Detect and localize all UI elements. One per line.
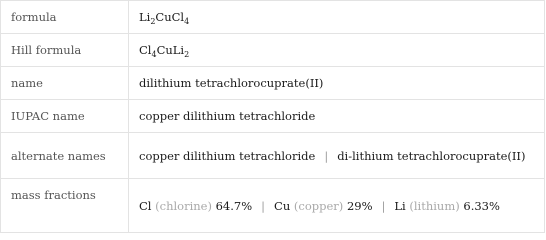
hill-formula-label: Hill formula	[1, 34, 129, 67]
formula-label: formula	[1, 1, 129, 34]
iupac-name-label: IUPAC name	[1, 100, 129, 133]
formula-value: $Li_2CuCl_4$	[129, 1, 545, 34]
table-row-hill-formula	[1, 34, 545, 67]
table-row-iupac-name	[1, 100, 545, 133]
name-label: name	[1, 67, 129, 100]
mass-fractions-label: mass fractions	[1, 179, 129, 233]
alternate-name-item: di-lithium tetrachlorocuprate(II)	[337, 148, 526, 163]
mass-fractions-value	[129, 179, 545, 233]
element-symbol: Cl	[139, 198, 152, 213]
separator: |	[324, 148, 329, 163]
table-row-mass-fractions	[1, 179, 545, 233]
table-row-alternate-names	[1, 133, 545, 179]
element-name: (copper)	[293, 198, 344, 213]
element-name: (chlorine)	[155, 198, 212, 213]
mass-fraction: 6.33%	[463, 198, 500, 213]
table-row-name	[1, 67, 545, 100]
alternate-name-item: copper dilithium tetrachloride	[139, 148, 316, 163]
name-value: dilithium tetrachlorocuprate(II)	[129, 67, 545, 100]
alternate-names-value	[129, 133, 545, 179]
iupac-name-value: copper dilithium tetrachloride	[129, 100, 545, 133]
mass-fraction: 29%	[346, 198, 373, 213]
element-symbol: Li	[394, 198, 406, 213]
alternate-names-label: alternate names	[1, 133, 129, 179]
element-name: (lithium)	[409, 198, 460, 213]
table-row-formula	[1, 1, 545, 34]
hill-formula-value: $Cl_4CuLi_2$	[129, 34, 545, 67]
separator: |	[381, 198, 386, 213]
mass-fraction: 64.7%	[215, 198, 253, 213]
element-symbol: Cu	[274, 198, 291, 213]
separator: |	[261, 198, 266, 213]
